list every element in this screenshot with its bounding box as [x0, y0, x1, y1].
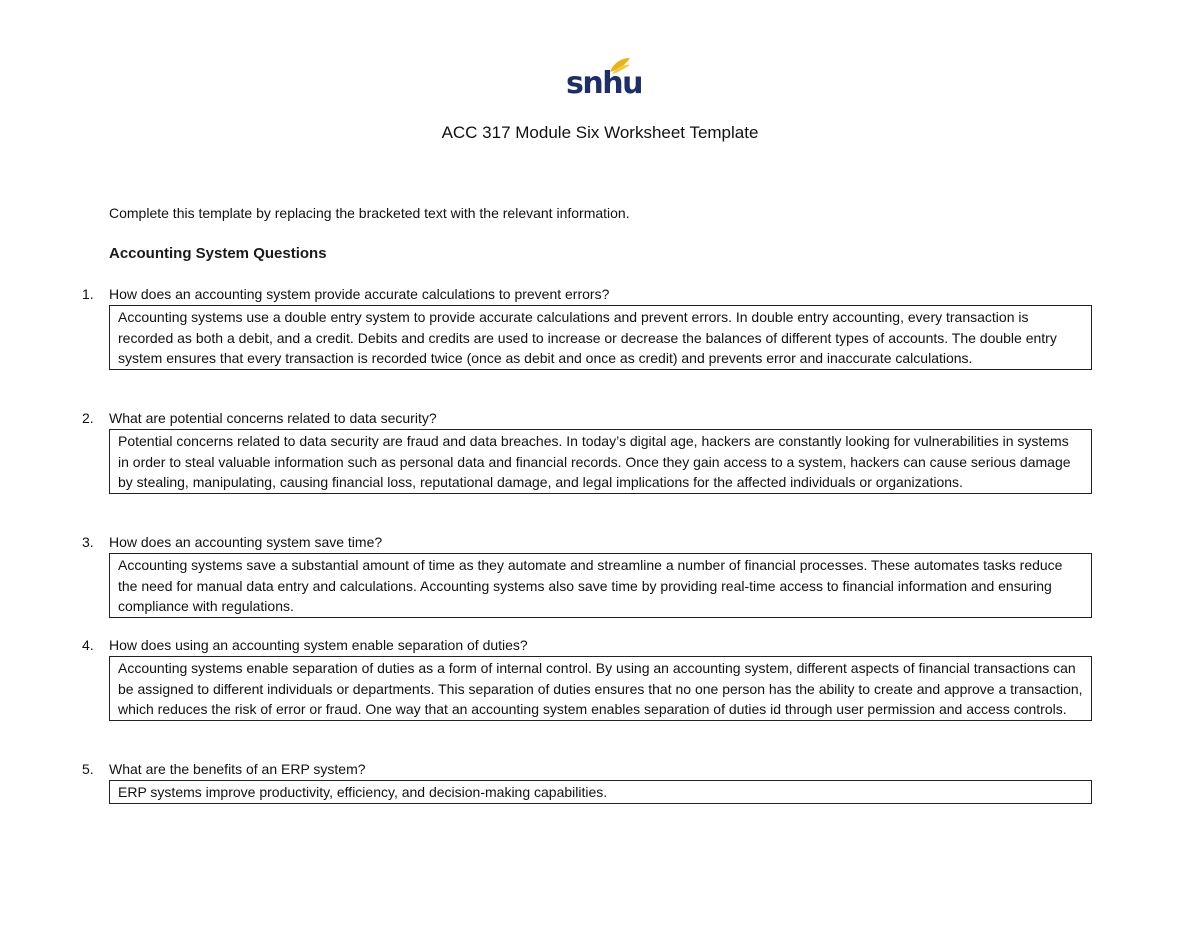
- answer-box[interactable]: Potential concerns related to data security are fraud and data breaches. In today’s digital age, hackers are constantly looking for vulnerabilities in systems in order to steal valuable information such as personal data and financial records. Once they gain access to a system, hackers can cause serious damage by stealing, manipulating, causing financial loss, reputational damage, and legal implications for the affected individuals or organizations.: [109, 429, 1092, 494]
- question-text: How does using an accounting system enable separation of duties?: [109, 637, 528, 653]
- question-4: [82, 636, 1092, 721]
- snhu-logo: [566, 56, 642, 104]
- answer-box[interactable]: ERP systems improve productivity, efficiency, and decision-making capabilities.: [109, 780, 1092, 804]
- answer-box[interactable]: Accounting systems save a substantial amount of time as they automate and streamline a number of financial processes. These automates tasks reduce the need for manual data entry and calculations. Accounting systems also save time by providing real-time access to financial information and ensuring compliance with regulations.: [109, 553, 1092, 618]
- question-number: 3.: [82, 534, 94, 550]
- question-text: What are potential concerns related to data security?: [109, 410, 437, 426]
- answer-box[interactable]: Accounting systems enable separation of duties as a form of internal control. By using an accounting system, different aspects of financial transactions can be assigned to different individuals or departments. This separation of duties ensures that no one person has the ability to create and approve a transaction, which reduces the risk of error or fraud. One way that an accounting system enables separation of duties id through user permission and access controls.: [109, 656, 1092, 721]
- question-text: What are the benefits of an ERP system?: [109, 761, 366, 777]
- question-2: [82, 409, 1092, 494]
- question-5: [82, 760, 1092, 804]
- question-number: 2.: [82, 410, 94, 426]
- question-1: [82, 285, 1092, 370]
- question-number: 4.: [82, 637, 94, 653]
- question-3: [82, 533, 1092, 618]
- question-text: How does an accounting system save time?: [109, 534, 383, 550]
- question-number: 1.: [82, 286, 94, 302]
- section-heading: Accounting System Questions: [109, 245, 327, 262]
- intro-text: Complete this template by replacing the bracketed text with the relevant information.: [109, 205, 630, 221]
- question-number: 5.: [82, 761, 94, 777]
- answer-box[interactable]: Accounting systems use a double entry system to provide accurate calculations and prevent errors. In double entry accounting, every transaction is recorded as both a debit, and a credit. Debits and credits are used to increase or decrease the balances of different types of accounts. The double entry system ensures that every transaction is recorded twice (once as debit and once as credit) and prevents error and inaccurate calculations.: [109, 305, 1092, 370]
- logo-wordmark: snhu: [566, 66, 642, 101]
- page-title: ACC 317 Module Six Worksheet Template: [441, 123, 759, 142]
- question-text: How does an accounting system provide accurate calculations to prevent errors?: [109, 286, 610, 302]
